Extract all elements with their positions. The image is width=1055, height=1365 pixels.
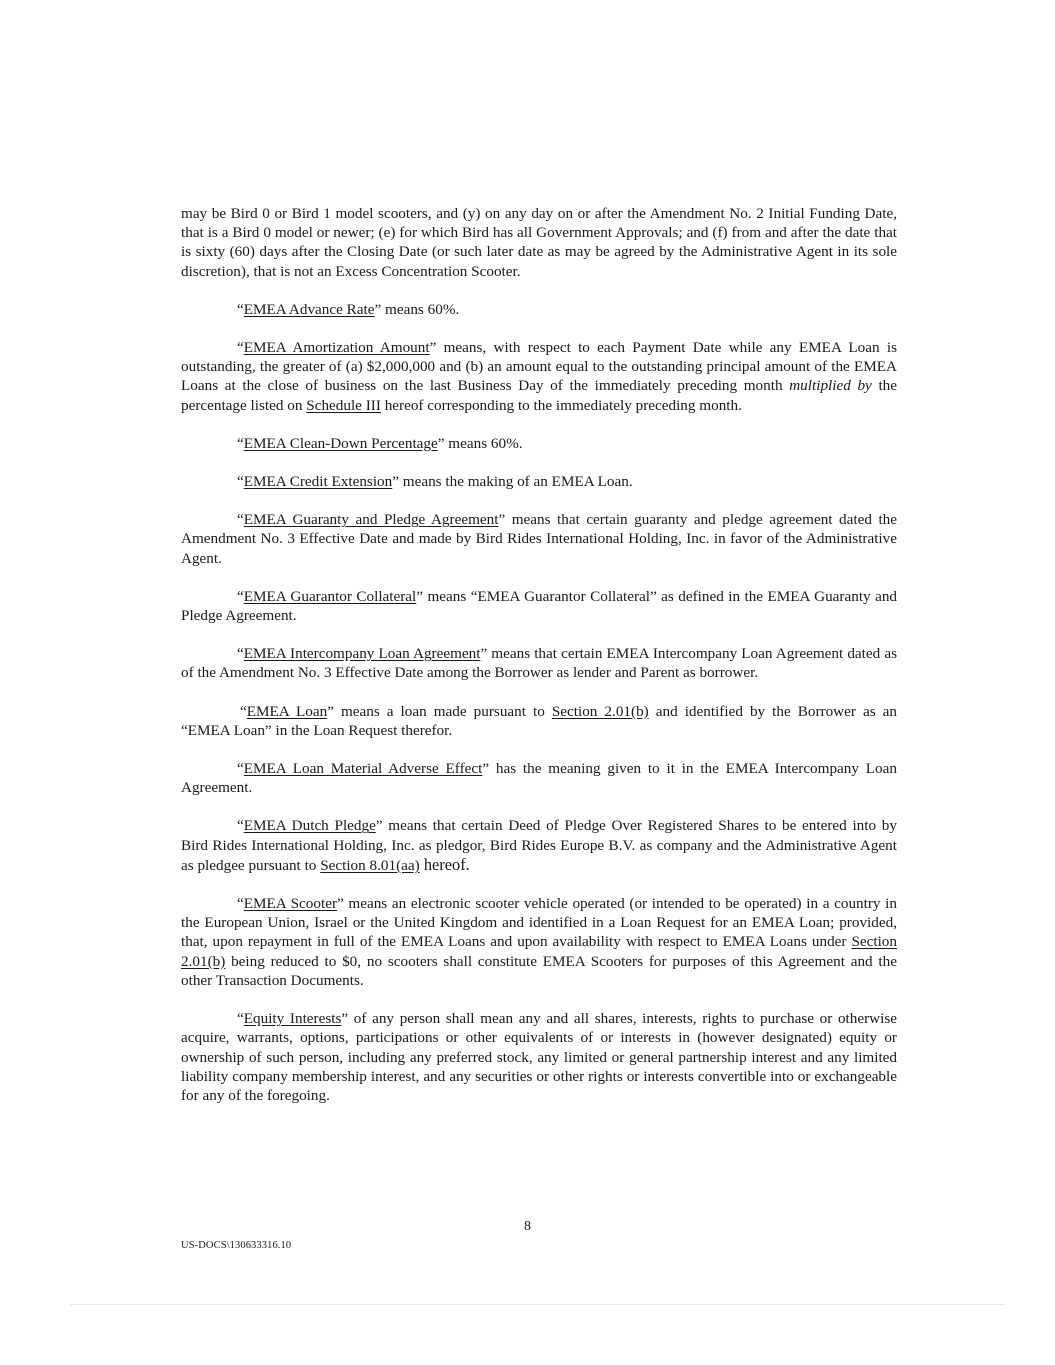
definition-emea-dutch-pledge: “EMEA Dutch Pledge” means that certain Deed of Pledge Over Registered Shares to be entered into by Bird Rides International Holding, Inc. as pledgor, Bird Rides Europe B.V. as company and the Administrative Agent as pledgee pursuant to Section 8.01(aa) hereof. [181, 817, 897, 874]
page-bottom-divider [70, 1304, 1005, 1305]
page-number: 8 [524, 1219, 531, 1234]
defined-term: EMEA Loan Material Adverse Effect [243, 760, 483, 778]
defined-term: EMEA Intercompany Loan Agreement [243, 645, 481, 663]
defined-term: EMEA Amortization Amount [243, 339, 430, 357]
definition-emea-amortization-amount: “EMEA Amortization Amount” means, with respect to each Payment Date while any EMEA Loan is outstanding, the greater of (a) $2,000,000 and (b) an amount equal to the outstanding principal amount of the EMEA Loans at the close of business on the last Business Day of the immediately preceding month multiplied by the percentage listed on Schedule III hereof corresponding to the immediately preceding month. [181, 339, 897, 414]
section-reference: Section 2.01(b) [551, 702, 649, 720]
defined-term: EMEA Clean-Down Percentage [243, 434, 438, 452]
defined-term: EMEA Scooter [243, 895, 337, 913]
definition-emea-intercompany-loan-agreement: “EMEA Intercompany Loan Agreement” means that certain EMEA Intercompany Loan Agreement dated as of the Amendment No. 3 Effective Date among the Borrower as lender and Parent as borrower. [181, 645, 897, 682]
defined-term: EMEA Dutch Pledge [243, 817, 376, 835]
section-reference: Section 2.01(b) [181, 933, 897, 970]
defined-term: EMEA Credit Extension [243, 473, 393, 491]
definition-emea-loan: “EMEA Loan” means a loan made pursuant to Section 2.01(b) and identified by the Borrower as an “EMEA Loan” in the Loan Request therefor. [181, 702, 897, 739]
document-id: US-DOCS\130633316.10 [181, 1240, 292, 1251]
definition-emea-clean-down-percentage: “EMEA Clean-Down Percentage” means 60%. [237, 434, 523, 452]
definition-emea-advance-rate: “EMEA Advance Rate” means 60%. [237, 300, 460, 318]
section-reference: Section 8.01(aa) [320, 856, 420, 874]
definition-emea-loan-material-adverse-effect: “EMEA Loan Material Adverse Effect” has the meaning given to it in the EMEA Intercompany Loan Agreement. [181, 760, 897, 797]
definition-emea-guarantor-collateral: “EMEA Guarantor Collateral” means “EMEA Guarantor Collateral” as defined in the EMEA Guaranty and Pledge Agreement. [181, 587, 898, 625]
definition-equity-interests: “Equity Interests” of any person shall mean any and all shares, interests, rights to purchase or otherwise acquire, warrants, options, participations or other equivalents of or interests in (however designated) equity or ownership of such person, including any preferred stock, any limited or general partnership interest and any limited liability company membership interest, and any securities or other rights or interests convertible into or exchangeable for any of the foregoing. [181, 1010, 897, 1104]
defined-term: Equity Interests [243, 1010, 342, 1028]
defined-term: EMEA Loan [246, 702, 328, 720]
document-body [181, 204, 897, 1124]
defined-term: EMEA Guaranty and Pledge Agreement [243, 511, 499, 529]
defined-term: EMEA Guarantor Collateral [243, 587, 417, 605]
paragraph-continuation: may be Bird 0 or Bird 1 model scooters, and (y) on any day on or after the Amendment No. 2 Initial Funding Date, that is a Bird 0 model or newer; (e) for which Bird has all Government Approvals; and (f) from and after the date that is sixty (60) days after the Closing Date (or such later date as may be agreed by the Administrative Agent in its sole discretion), that is not an Excess Concentration Scooter. [181, 205, 897, 280]
schedule-reference: Schedule III [306, 396, 381, 414]
definition-emea-guaranty-and-pledge-agreement: “EMEA Guaranty and Pledge Agreement” means that certain guaranty and pledge agreement dated the Amendment No. 3 Effective Date and made by Bird Rides International Holding, Inc. in favor of the Administrative Agent. [181, 511, 898, 567]
definition-emea-credit-extension: “EMEA Credit Extension” means the making of an EMEA Loan. [237, 473, 633, 491]
definition-emea-scooter: “EMEA Scooter” means an electronic scooter vehicle operated (or intended to be operated) in a country in the European Union, Israel or the United Kingdom and identified in a Loan Request for an EMEA Loan; provided, that, upon repayment in full of the EMEA Loans and upon availability with respect to EMEA Loans under Section 2.01(b) being reduced to $0, no scooters shall constitute EMEA Scooters for purposes of this Agreement and the other Transaction Documents. [181, 895, 897, 989]
defined-term: EMEA Advance Rate [243, 300, 375, 318]
